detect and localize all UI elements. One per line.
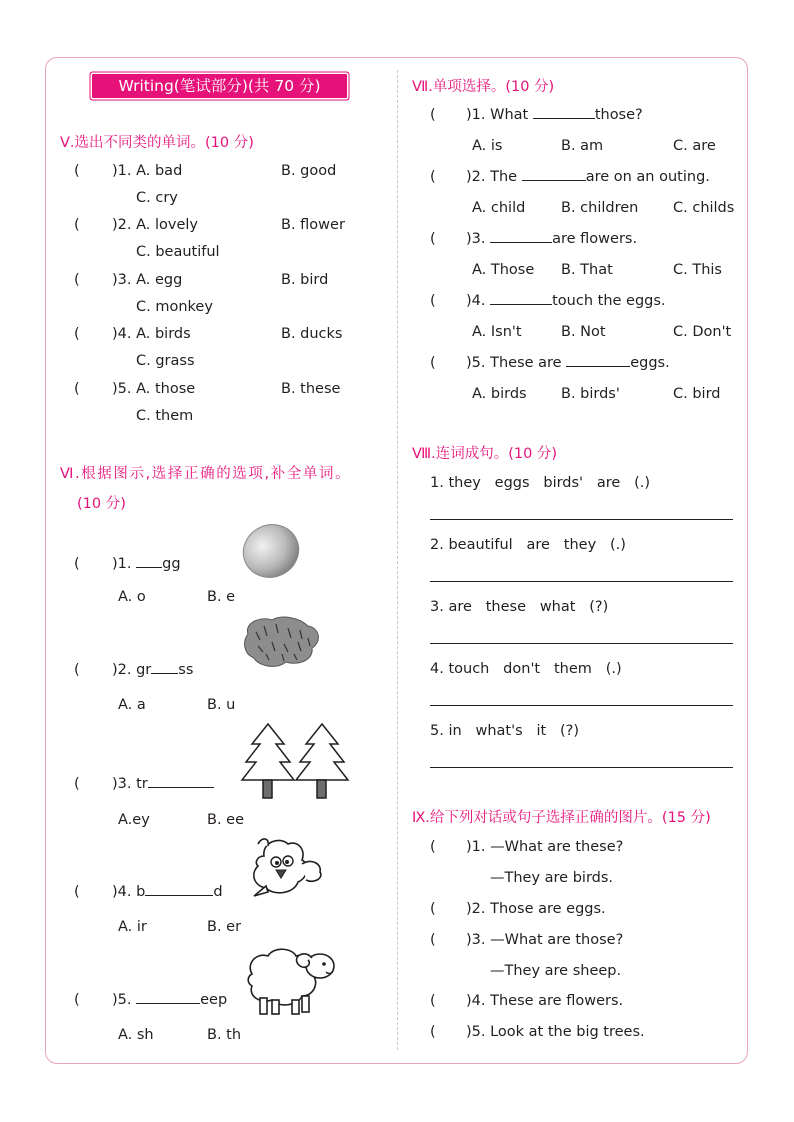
q8-5-words: 5. in what's it (?) xyxy=(430,723,580,739)
q6-5-option-a: A. sh xyxy=(118,1027,154,1043)
q8-2-words: 2. beautiful are they (.) xyxy=(430,537,626,553)
paren: ( xyxy=(430,169,436,185)
column-divider xyxy=(397,70,398,1050)
q6-2-option-a: A. a xyxy=(118,697,146,713)
paren: ( xyxy=(74,163,80,179)
bird-picture xyxy=(244,834,326,904)
q7-2-option-b: B. children xyxy=(561,200,639,216)
paren: ( xyxy=(430,932,436,948)
q7-5-option-c: C. bird xyxy=(673,386,721,402)
q5-3-option-c: C. monkey xyxy=(136,299,213,315)
paren: ( xyxy=(74,381,80,397)
q6-5-option-b: B. th xyxy=(207,1027,242,1043)
q9-3-line-2: —They are sheep. xyxy=(490,963,622,979)
paren: ( xyxy=(74,326,80,342)
q6-3-option-b: B. ee xyxy=(207,812,245,828)
q5-3-option-a: )3. A. egg xyxy=(112,272,183,288)
paren: ( xyxy=(74,662,80,678)
q5-5-option-c: C. them xyxy=(136,408,194,424)
answer-line xyxy=(430,705,733,706)
paren: ( xyxy=(74,776,80,792)
q5-1-option-a: )1. A. bad xyxy=(112,163,183,179)
paren: ( xyxy=(74,992,80,1008)
q7-4-option-a: A. Isn't xyxy=(472,324,522,340)
q6-4-option-a: A. ir xyxy=(118,919,147,935)
paren: ( xyxy=(74,556,80,572)
q7-4-stem: )4. touch the eggs. xyxy=(466,293,666,309)
paren: ( xyxy=(74,217,80,233)
q7-2-option-a: A. child xyxy=(472,200,526,216)
q6-4-option-b: B. er xyxy=(207,919,242,935)
paren: ( xyxy=(430,839,436,855)
section-6-heading-points: (10 分) xyxy=(77,496,126,512)
q9-2-text: )2. Those are eggs. xyxy=(466,901,606,917)
q6-2-prompt: )2. gr ss xyxy=(112,662,194,678)
q6-2-option-b: B. u xyxy=(207,697,236,713)
q8-3-words: 3. are these what (?) xyxy=(430,599,609,615)
q5-3-option-b: B. bird xyxy=(281,272,329,288)
q5-1-option-b: B. good xyxy=(281,163,337,179)
q9-3-line-1: )3. —What are those? xyxy=(466,932,624,948)
section-6-heading: Ⅵ.根据图示,选择正确的选项,补全单词。 xyxy=(60,466,352,482)
q6-1-option-b: B. e xyxy=(207,589,236,605)
q6-4-prompt: )4. b d xyxy=(112,884,223,900)
q9-5-text: )5. Look at the big trees. xyxy=(466,1024,645,1040)
paren: ( xyxy=(430,355,436,371)
answer-line xyxy=(430,767,733,768)
answer-line xyxy=(430,519,733,520)
q9-4-text: )4. These are flowers. xyxy=(466,993,624,1009)
paren: ( xyxy=(430,107,436,123)
paren: ( xyxy=(74,272,80,288)
q7-3-option-a: A. Those xyxy=(472,262,535,278)
q7-1-option-b: B. am xyxy=(561,138,604,154)
paren: ( xyxy=(430,293,436,309)
section-7-heading: Ⅶ.单项选择。(10 分) xyxy=(412,79,555,95)
q7-3-option-b: B. That xyxy=(561,262,613,278)
answer-line xyxy=(430,643,733,644)
q9-1-line-1: )1. —What are these? xyxy=(466,839,624,855)
answer-line xyxy=(430,581,733,582)
grass-picture xyxy=(242,612,322,670)
q7-3-option-c: C. This xyxy=(673,262,722,278)
q5-2-option-c: C. beautiful xyxy=(136,244,220,260)
q5-2-option-a: )2. A. lovely xyxy=(112,217,198,233)
q5-4-option-c: C. grass xyxy=(136,353,195,369)
q7-2-stem: )2. The are on an outing. xyxy=(466,169,710,185)
q6-3-option-a: A.ey xyxy=(118,812,150,828)
q9-1-line-2: —They are birds. xyxy=(490,870,614,886)
egg-picture xyxy=(242,524,304,580)
q5-2-option-b: B. flower xyxy=(281,217,345,233)
paren: ( xyxy=(430,231,436,247)
q7-3-stem: )3. are flowers. xyxy=(466,231,638,247)
paren: ( xyxy=(430,1024,436,1040)
q5-5-option-a: )5. A. those xyxy=(112,381,196,397)
paren: ( xyxy=(74,884,80,900)
section-8-heading: Ⅷ.连词成句。(10 分) xyxy=(412,446,558,462)
q5-4-option-b: B. ducks xyxy=(281,326,343,342)
q7-4-option-c: C. Don't xyxy=(673,324,732,340)
q7-1-option-a: A. is xyxy=(472,138,503,154)
q7-2-option-c: C. childs xyxy=(673,200,735,216)
q7-4-option-b: B. Not xyxy=(561,324,606,340)
q5-5-option-b: B. these xyxy=(281,381,341,397)
q6-1-prompt: )1. gg xyxy=(112,556,181,572)
trees-picture xyxy=(242,722,354,802)
q6-5-prompt: )5. eep xyxy=(112,992,228,1008)
sheep-picture xyxy=(242,944,338,1018)
paren: ( xyxy=(430,901,436,917)
q7-5-option-a: A. birds xyxy=(472,386,527,402)
q7-1-option-c: C. are xyxy=(673,138,716,154)
q5-1-option-c: C. cry xyxy=(136,190,178,206)
q8-1-words: 1. they eggs birds' are (.) xyxy=(430,475,651,491)
section-5-heading: Ⅴ.选出不同类的单词。(10 分) xyxy=(60,135,254,151)
q8-4-words: 4. touch don't them (.) xyxy=(430,661,622,677)
q7-5-option-b: B. birds' xyxy=(561,386,620,402)
q5-4-option-a: )4. A. birds xyxy=(112,326,191,342)
section-9-heading: Ⅸ.给下列对话或句子选择正确的图片。(15 分) xyxy=(412,810,711,826)
q6-3-prompt: )3. tr xyxy=(112,775,214,793)
writing-title-banner: Writing(笔试部分)(共 70 分) xyxy=(92,74,347,98)
q7-1-stem: )1. What those? xyxy=(466,107,643,123)
q6-1-option-a: A. o xyxy=(118,589,146,605)
paren: ( xyxy=(430,993,436,1009)
q7-5-stem: )5. These are eggs. xyxy=(466,355,670,371)
